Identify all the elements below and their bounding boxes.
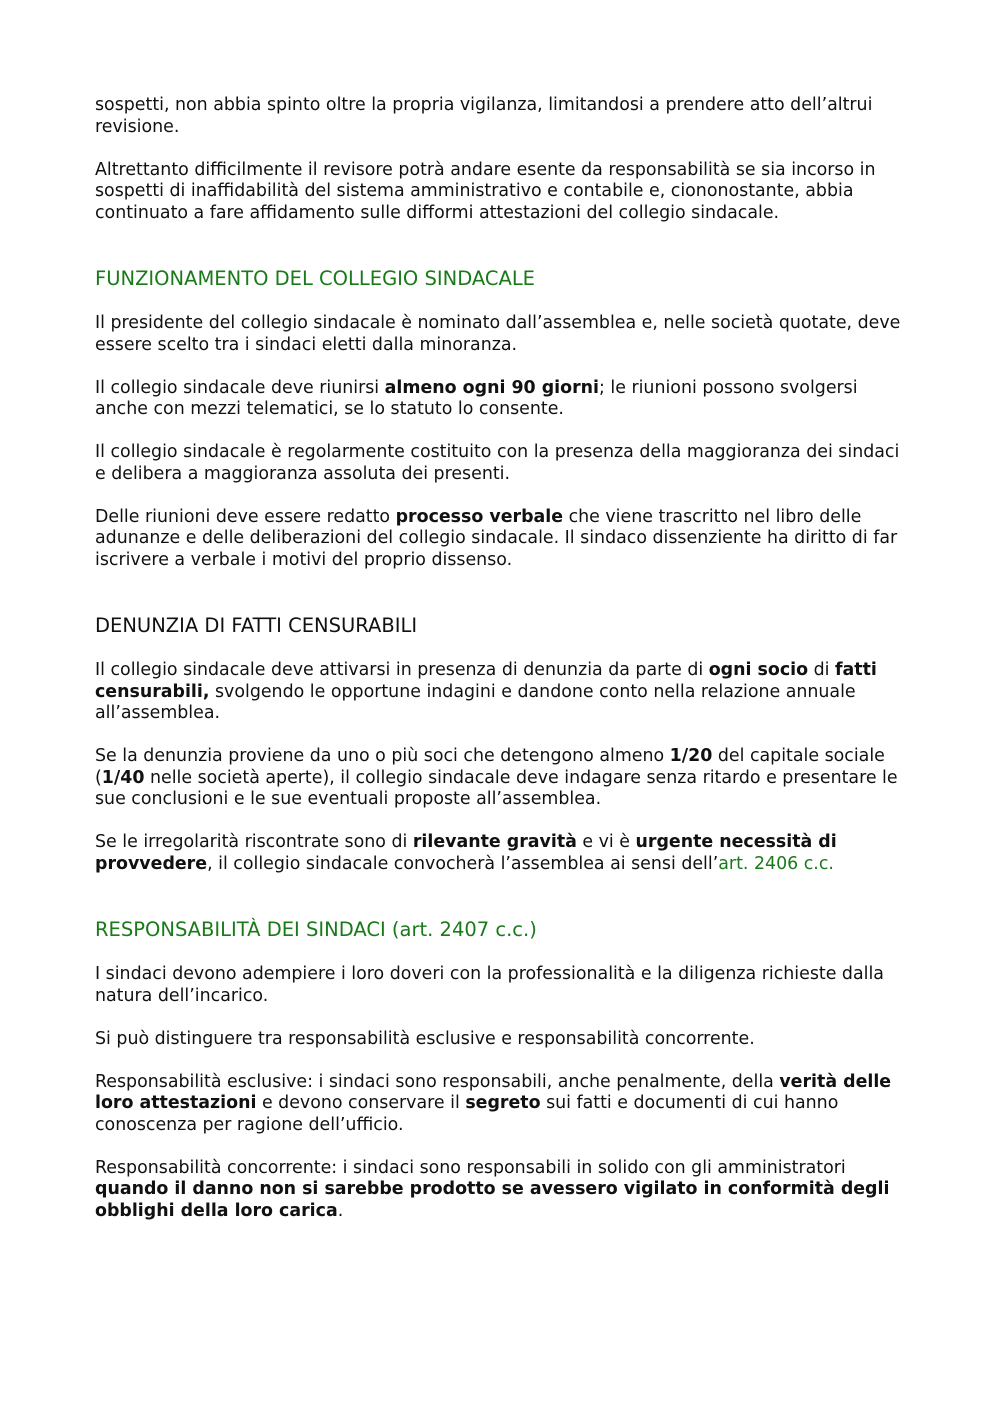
paragraph-revisore: Altrettanto difficilmente il revisore potrà andare esente da responsabilità se sia incorso in sospetti di inaffidabilità del sistema amministrativo e contabile e, ciononostante, abbia continuato a fare affidamento sulle difformi attestazioni del collegio sindacale.	[95, 159, 876, 223]
paragraph-verbale: Delle riunioni deve essere redatto processo verbale che viene trascritto nel libro delle adunanze e delle deliberazioni del collegio sindacale. Il sindaco dissenziente ha diritto di far iscrivere a verbale i motivi del proprio dissenso.	[95, 506, 898, 570]
bold-text: almeno ogni 90 giorni	[384, 377, 599, 398]
paragraph-resp-esclusive: Responsabilità esclusive: i sindaci sono responsabili, anche penalmente, della verità delle loro attestazioni e devono conservare il segreto sui fatti e documenti di cui hanno conoscenza per ragione dell’ufficio.	[95, 1071, 892, 1135]
heading-responsabilita: RESPONSABILITÀ DEI SINDACI (art. 2407 c.c.)	[95, 918, 537, 941]
bold-text: verità delle loro attestazioni	[95, 1071, 892, 1113]
bold-text: processo verbale	[395, 506, 564, 527]
heading-denunzia: DENUNZIA DI FATTI CENSURABILI	[95, 614, 418, 637]
paragraph-denunzia-capitale: Se la denunzia proviene da uno o più soci che detengono almeno 1/20 del capitale sociale (1/40 nelle società aperte), il collegio sindacale deve indagare senza ritardo e presentare le sue conclusioni e le sue eventuali proposte all’assemblea.	[95, 746, 898, 809]
bold-text: 1/20	[669, 746, 713, 766]
paragraph-irregolarita: Se le irregolarità riscontrate sono di rilevante gravità e vi è urgente necessità di provvedere, il collegio sindacale convocherà l’assemblea ai sensi dell’art. 2406 c.c.	[95, 832, 837, 874]
paragraph-denunzia-socio: Il collegio sindacale deve attivarsi in presenza di denunzia da parte di ogni socio di fatti censurabili, svolgendo le opportune indagini e dandone conto nella relazione annuale all’assemblea.	[95, 660, 877, 723]
paragraph-resp-concorrente: Responsabilità concorrente: i sindaci sono responsabili in solido con gli amministratori quando il danno non si sarebbe prodotto se avessero vigilato in conformità degli obblighi della loro carica.	[95, 1157, 890, 1221]
article-link[interactable]: art. 2406 c.c.	[718, 853, 834, 874]
heading-funzionamento: FUNZIONAMENTO DEL COLLEGIO SINDACALE	[95, 267, 535, 290]
bold-text: ogni socio	[708, 660, 809, 680]
paragraph-costituzione: Il collegio sindacale è regolarmente costituito con la presenza della maggioranza dei sindaci e delibera a maggioranza assoluta dei presenti.	[95, 442, 900, 484]
bold-text: segreto	[465, 1093, 541, 1113]
bold-text: fatti censurabili,	[95, 660, 877, 702]
paragraph-presidente: Il presidente del collegio sindacale è nominato dall’assemblea e, nelle società quotate, deve essere scelto tra i sindaci eletti dalla minoranza.	[95, 313, 901, 355]
document-body	[95, 95, 910, 1222]
bold-text: quando il danno non si sarebbe prodotto se avessero vigilato in conformità degli obblighi della loro carica	[95, 1179, 890, 1221]
bold-text: 1/40	[101, 767, 145, 788]
paragraph-vigilanza: sospetti, non abbia spinto oltre la propria vigilanza, limitandosi a prendere atto dell’altrui revisione.	[95, 95, 873, 137]
bold-text: rilevante gravità	[412, 832, 577, 852]
paragraph-riunioni: Il collegio sindacale deve riunirsi almeno ogni 90 giorni; le riunioni possono svolgersi anche con mezzi telematici, se lo statuto lo consente.	[95, 377, 858, 419]
paragraph-doveri: I sindaci devono adempiere i loro doveri con la professionalità e la diligenza richieste dalla natura dell’incarico.	[95, 964, 884, 1006]
paragraph-distinzione: Si può distinguere tra responsabilità esclusive e responsabilità concorrente.	[95, 1028, 755, 1049]
bold-text: urgente necessità di provvedere	[95, 832, 837, 874]
